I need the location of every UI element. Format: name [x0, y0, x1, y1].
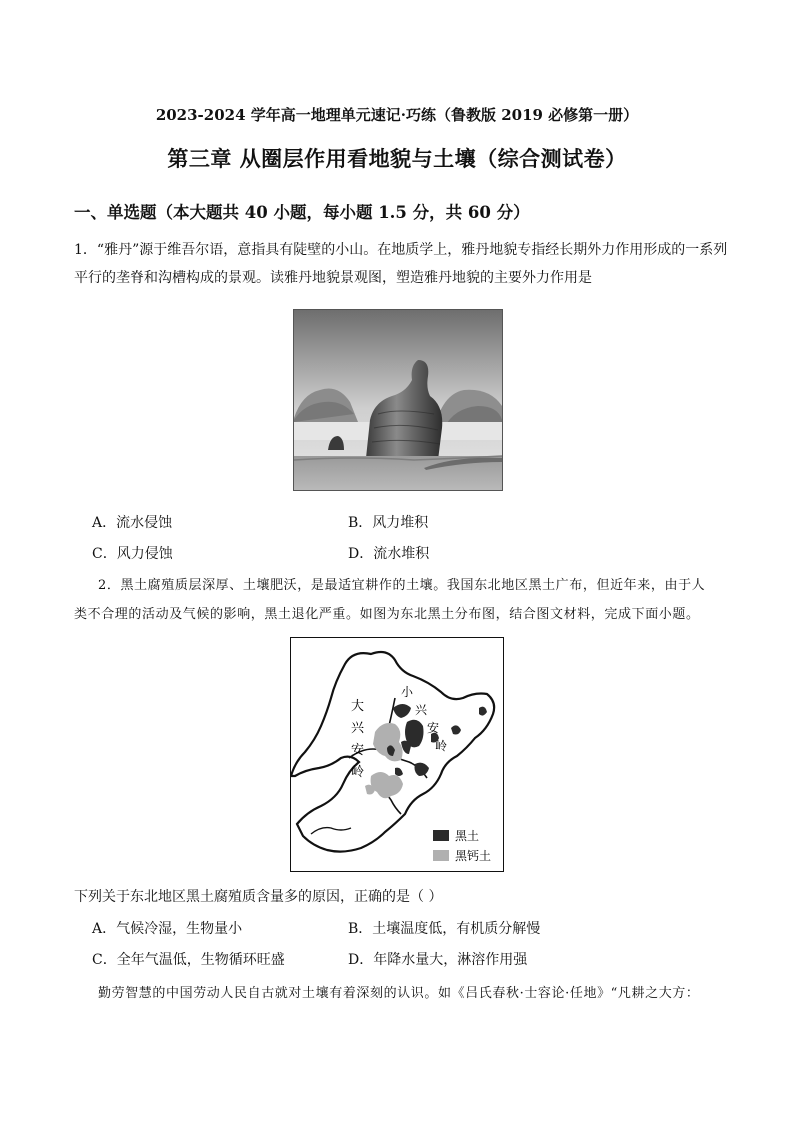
- question-2-prompt: 下列关于东北地区黑土腐殖质含量多的原因，正确的是（ ）: [74, 889, 443, 905]
- q1-option-d[interactable]: D．流水堆积: [348, 546, 430, 562]
- question-1-line-2: 平行的垄脊和沟槽构成的景观。读雅丹地貌景观图，塑造雅丹地貌的主要外力作用是: [74, 270, 592, 286]
- xiao-xing-an-ling-char-4: 岭: [435, 739, 448, 753]
- section-heading: 一、单选题（本大题共 40 小题，每小题 1.5 分，共 60 分）: [74, 203, 530, 222]
- black-soil-map-graphic: [291, 638, 503, 871]
- xiao-xing-an-ling-char-1: 小: [401, 685, 414, 699]
- yardang-photo-image: [294, 310, 502, 490]
- q2-option-a[interactable]: A．气候冷湿，生物量小: [92, 921, 243, 937]
- da-xing-an-ling-char-1: 大: [351, 699, 365, 714]
- q2-option-c[interactable]: C．全年气温低，生物循环旺盛: [92, 952, 285, 968]
- xiao-xing-an-ling-char-2: 兴: [415, 703, 428, 717]
- question-3-line-1: 勤劳智慧的中国劳动人民自古就对土壤有着深刻的认识。如《吕氏春秋·士容论·任地》“凡耕之大方：: [98, 986, 700, 1001]
- document-subtitle: 2023-2024 学年高一地理单元速记·巧练（鲁教版 2019 必修第一册）: [155, 106, 639, 124]
- question-1-line-1: 1．“雅丹”源于维吾尔语，意指具有陡壁的小山。在地质学上，雅丹地貌专指经长期外力作用形成的一系列: [74, 242, 728, 258]
- xiao-xing-an-ling-char-3: 安: [427, 721, 440, 735]
- legend-black-soil-label: 黑土: [455, 829, 480, 843]
- document-title: 第三章 从圈层作用看地貌与土壤（综合测试卷）: [167, 146, 627, 171]
- legend-chernozem-label: 黑钙土: [455, 849, 492, 863]
- q1-option-c[interactable]: C．风力侵蚀: [92, 546, 173, 562]
- da-xing-an-ling-char-3: 安: [351, 743, 365, 758]
- legend-black-soil-swatch: [433, 830, 449, 841]
- q2-option-b[interactable]: B．土壤温度低，有机质分解慢: [348, 921, 541, 937]
- question-2-line-2: 类不合理的活动及气候的影响，黑土退化严重。如图为东北黑土分布图，结合图文材料，完成下面小题。: [74, 607, 700, 622]
- q2-option-d[interactable]: D．年降水量大，淋溶作用强: [348, 952, 528, 968]
- northeast-black-soil-map: [290, 637, 504, 872]
- q1-option-b[interactable]: B．风力堆积: [348, 515, 429, 531]
- yardang-landscape-photo: [293, 309, 503, 491]
- question-2-line-1: 2．黑土腐殖质层深厚、土壤肥沃，是最适宜耕作的土壤。我国东北地区黑土广布，但近年来，由于人: [98, 578, 706, 593]
- legend-chernozem-swatch: [433, 850, 449, 861]
- q1-option-a[interactable]: A．流水侵蚀: [92, 515, 173, 531]
- question-1-stem: [74, 236, 734, 292]
- da-xing-an-ling-char-4: 岭: [351, 765, 365, 780]
- da-xing-an-ling-char-2: 兴: [351, 721, 365, 736]
